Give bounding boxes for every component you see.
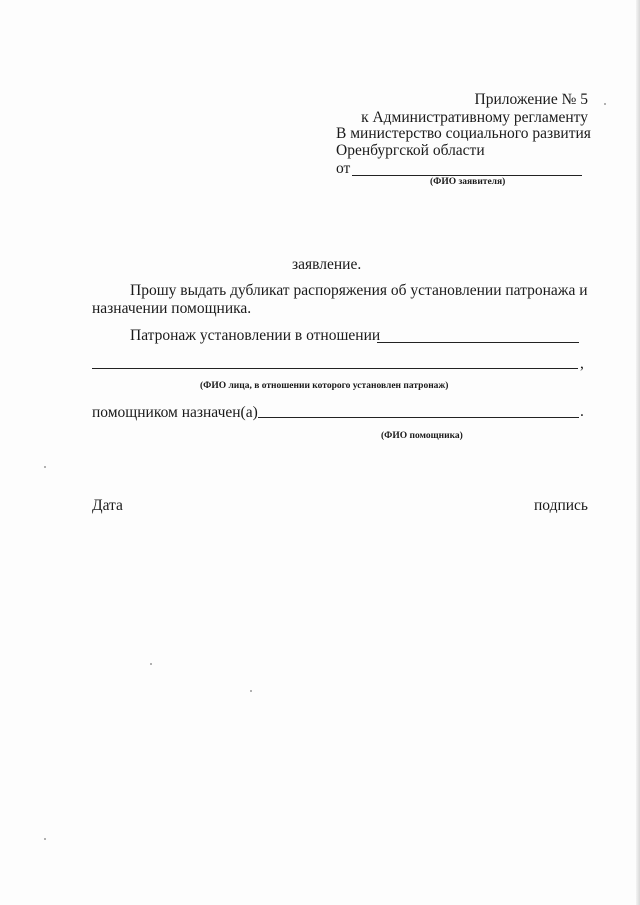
- patronage-comma: ,: [580, 355, 584, 372]
- assistant-label: помощником назначен(а): [92, 404, 258, 421]
- assistant-period: .: [580, 403, 584, 420]
- patronage-name-line-1: [377, 342, 579, 343]
- patronage-name-caption: (ФИО лица, в отношении которого установлен патронаж): [200, 381, 449, 391]
- patronage-name-line-2: [92, 368, 578, 369]
- addressee-line-2: Оренбургской области: [336, 142, 485, 159]
- signature-label: подпись: [533, 497, 588, 514]
- scan-speck: [150, 663, 152, 665]
- scan-edge: [636, 0, 640, 905]
- request-paragraph-line-2: назначении помощника.: [92, 300, 252, 317]
- addressee-line-1: В министерство социального развития: [336, 125, 591, 142]
- scan-speck: [250, 690, 252, 692]
- request-paragraph-line-1: Прошу выдать дубликат распоряжения об установлении патронажа и: [130, 282, 588, 299]
- patronage-label: Патронаж установлении в отношении: [130, 327, 381, 344]
- reglament-reference: к Административному регламенту: [361, 109, 588, 126]
- date-label: Дата: [92, 497, 123, 514]
- scan-speck: [604, 103, 606, 105]
- assistant-name-caption: (ФИО помощника): [381, 431, 463, 441]
- from-label: от: [336, 160, 351, 177]
- applicant-name-line: [352, 175, 582, 176]
- document-title: заявление.: [292, 256, 362, 273]
- appendix-number: Приложение № 5: [474, 91, 588, 108]
- scan-speck: [44, 466, 46, 468]
- applicant-name-caption: (ФИО заявителя): [430, 177, 506, 187]
- assistant-name-line: [258, 417, 579, 418]
- scan-speck: [44, 838, 46, 840]
